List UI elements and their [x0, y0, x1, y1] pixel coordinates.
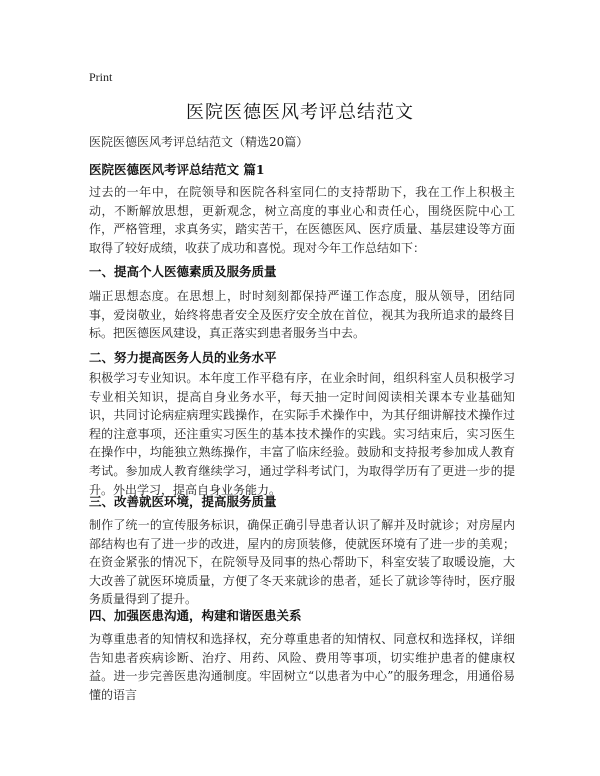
section-heading-2: 二、努力提高医务人员的业务水平 [89, 350, 277, 365]
document-subtitle: 医院医德医风考评总结范文（精选20篇） [89, 135, 309, 149]
section-2-paragraph: 积极学习专业知识。本年度工作平稳有序，在业余时间，组织科室人员积极学习专业相关知识，提高自身业务水平，每天抽一定时间阅读相关课本专业基础知识，共同讨论病症病理实践操作，在实际手术操作中，为其仔细讲解技术操作过程的注意事项，还注重实习医生的基本技术操作的实践。实习结束后，实习医生在操作中，均能独立熟练操作，丰富了临床经验。鼓励和支持报考参加成人教育考试。参加成人教育继续学习，通过学科考试门，为取得学历有了更进一步的提升。外出学习，提高自身业务能力。 [89, 371, 515, 497]
section-4-paragraph: 为尊重患者的知情权和选择权，充分尊重患者的知情权、同意权和选择权，详细告知患者疾病诊断、治疗、用药、风险、费用等事项，切实维护患者的健康权益。进一步完善医患沟通制度。牢固树立“以患者为中心”的服务理念，用通俗易懂的语言 [89, 632, 515, 702]
section-heading-1: 一、提高个人医德素质及服务质量 [89, 264, 277, 279]
section-heading-4: 四、加强医患沟通，构建和谐医患关系 [89, 608, 302, 623]
intro-paragraph: 过去的一年中，在院领导和医院各科室同仁的支持帮助下，我在工作上积极主动，不断解放思想，更新观念，树立高度的事业心和责任心，围绕医院中心工作，严格管理，求真务实，踏实苦干，在医德医风、医疗质量、基层建设等方面取得了较好成绩，收获了成功和喜悦。现对今年工作总结如下： [89, 185, 515, 255]
page-title: 医院医德医风考评总结范文 [186, 102, 414, 123]
section-3-paragraph: 制作了统一的宣传服务标识，确保正确引导患者认识了解并及时就诊；对房屋内部结构也有了进一步的改进，屋内的房顶装修，使就医环境有了进一步的美观；在资金紧张的情况下，在院领导及同事的热心帮助下，科室安装了取暖设施，大大改善了就医环境质量，方便了冬天来就诊的患者，延长了就诊等待时，医疗服务质量得到了提升。 [89, 518, 515, 607]
article-title: 医院医德医风考评总结范文 篇1 [89, 162, 265, 177]
section-1-paragraph: 端正思想态度。在思想上，时时刻刻都保持严谨工作态度，服从领导，团结同事，爱岗敬业，始终将患者安全及医疗安全放在首位，视其为我所追求的最终目标。把医德医风建设，真正落实到患者服务当中去。 [89, 289, 515, 341]
print-link[interactable]: Print [89, 70, 113, 84]
section-heading-3: 三、改善就医环境，提高服务质量 [89, 494, 277, 509]
